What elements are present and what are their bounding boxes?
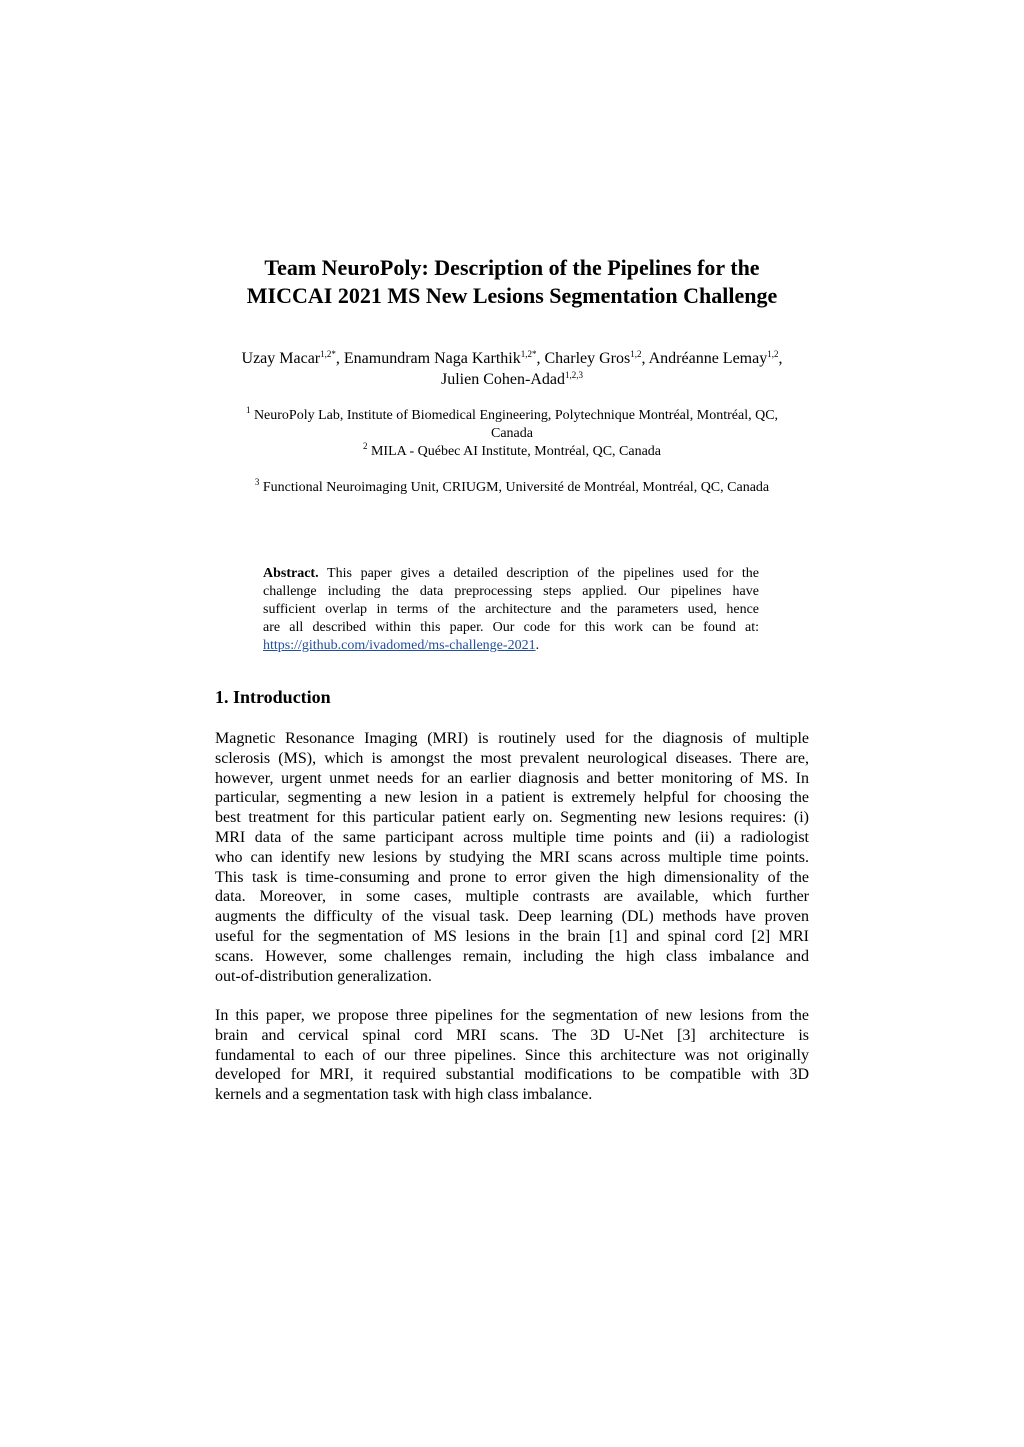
paragraph-line: MRI data of the same participant across multiple time points and (ii) a radiologist xyxy=(215,828,809,846)
paper-title-line-1: Team NeuroPoly: Description of the Pipelines for the xyxy=(264,255,760,280)
author-name: Andréanne Lemay xyxy=(648,350,768,367)
author-separator: , xyxy=(641,350,649,367)
author-separator: , xyxy=(778,350,783,367)
affiliation-1 xyxy=(0,407,1024,443)
author-affiliation-marker: 1,2* xyxy=(520,349,537,359)
abstract-line: sufficient overlap in terms of the architecture and the parameters used, hence xyxy=(263,602,759,617)
affiliation-number: 2 xyxy=(362,441,368,451)
abstract-label: Abstract. xyxy=(263,566,319,581)
paragraph-line: Magnetic Resonance Imaging (MRI) is routinely used for the diagnosis of multiple xyxy=(215,730,809,747)
paragraph-line: who can identify new lesions by studying the MRI scans across multiple time points. xyxy=(215,848,809,866)
affiliation-text: Functional Neuroimaging Unit, CRIUGM, Université de Montréal, Montréal, QC, Canada xyxy=(262,480,770,495)
affiliation-number: 1 xyxy=(245,405,251,415)
paragraph-line: This task is time-consuming and prone to error given the high dimensionality of the xyxy=(215,868,809,886)
paragraph-line: data. Moreover, in some cases, multiple contrasts are available, which further xyxy=(215,888,809,906)
abstract-line: challenge including the data preprocessing steps applied. Our pipelines have xyxy=(263,584,759,599)
author-affiliation-marker: 1,2 xyxy=(767,349,779,359)
section-heading-introduction: 1. Introduction xyxy=(215,687,331,707)
paragraph-line: useful for the segmentation of MS lesions in the brain [1] and spinal cord [2] MRI xyxy=(215,927,809,945)
abstract-line: This paper gives a detailed description of the pipelines used for the xyxy=(327,566,759,581)
abstract-line-suffix: . xyxy=(535,638,540,653)
author-name: Enamundram Naga Karthik xyxy=(343,350,521,367)
paragraph-line: scans. However, some challenges remain, including the high class imbalance and xyxy=(215,947,809,965)
affiliation-number: 3 xyxy=(254,477,260,487)
paper-title xyxy=(0,254,1024,310)
abstract xyxy=(263,565,759,655)
paragraph-line: developed for MRI, it required substantial modifications to be compatible with 3D xyxy=(215,1066,809,1084)
intro-paragraph-2 xyxy=(215,1006,809,1105)
author-affiliation-marker: 1,2* xyxy=(320,349,336,359)
affiliation-3 xyxy=(0,479,1024,497)
author-line-1 xyxy=(0,348,1024,369)
intro-paragraph-1 xyxy=(215,729,809,986)
paragraph-line: sclerosis (MS), which is amongst the most prevalent neurological diseases. There are, xyxy=(215,749,809,767)
affiliation-2 xyxy=(0,443,1024,461)
author-list xyxy=(0,348,1024,390)
paragraph-line: particular, segmenting a new lesion in a patient is extremely helpful for choosing the xyxy=(215,789,809,807)
author-name: Charley Gros xyxy=(544,350,631,367)
author-separator: , xyxy=(335,350,344,367)
author-separator: , xyxy=(536,350,545,367)
code-repository-link[interactable]: https://github.com/ivadomed/ms-challenge-2021 xyxy=(263,638,536,653)
author-affiliation-marker: 1,2 xyxy=(630,349,642,359)
affiliation-text: MILA - Québec AI Institute, Montréal, QC, Canada xyxy=(370,444,662,459)
paragraph-line: best treatment for this particular patient early on. Segmenting new lesions requires: (i) xyxy=(215,809,809,827)
paragraph-line: augments the difficulty of the visual task. Deep learning (DL) methods have proven xyxy=(215,908,809,926)
paragraph-line: however, urgent unmet needs for an earlier diagnosis and better monitoring of MS. In xyxy=(215,769,809,787)
author-line-2 xyxy=(0,369,1024,390)
paragraph-line: In this paper, we propose three pipelines for the segmentation of new lesions from the xyxy=(215,1007,809,1024)
author-name: Julien Cohen-Adad xyxy=(441,371,565,388)
author-name: Uzay Macar xyxy=(241,350,321,367)
paper-title-line-2: MICCAI 2021 MS New Lesions Segmentation Challenge xyxy=(246,283,778,308)
abstract-line: are all described within this paper. Our code for this work can be found at: xyxy=(263,620,759,635)
author-affiliation-marker: 1,2,3 xyxy=(564,370,583,380)
paragraph-line: kernels and a segmentation task with high class imbalance. xyxy=(215,1086,593,1104)
affiliation-text-cont: Canada xyxy=(491,426,533,441)
affiliation-text: NeuroPoly Lab, Institute of Biomedical Engineering, Polytechnique Montréal, Montréal, QC, xyxy=(253,408,779,423)
paragraph-line: fundamental to each of our three pipelines. Since this architecture was not originally xyxy=(215,1046,809,1064)
paragraph-line: out-of-distribution generalization. xyxy=(215,967,432,985)
paragraph-line: brain and cervical spinal cord MRI scans. The 3D U-Net [3] architecture is xyxy=(215,1026,809,1044)
